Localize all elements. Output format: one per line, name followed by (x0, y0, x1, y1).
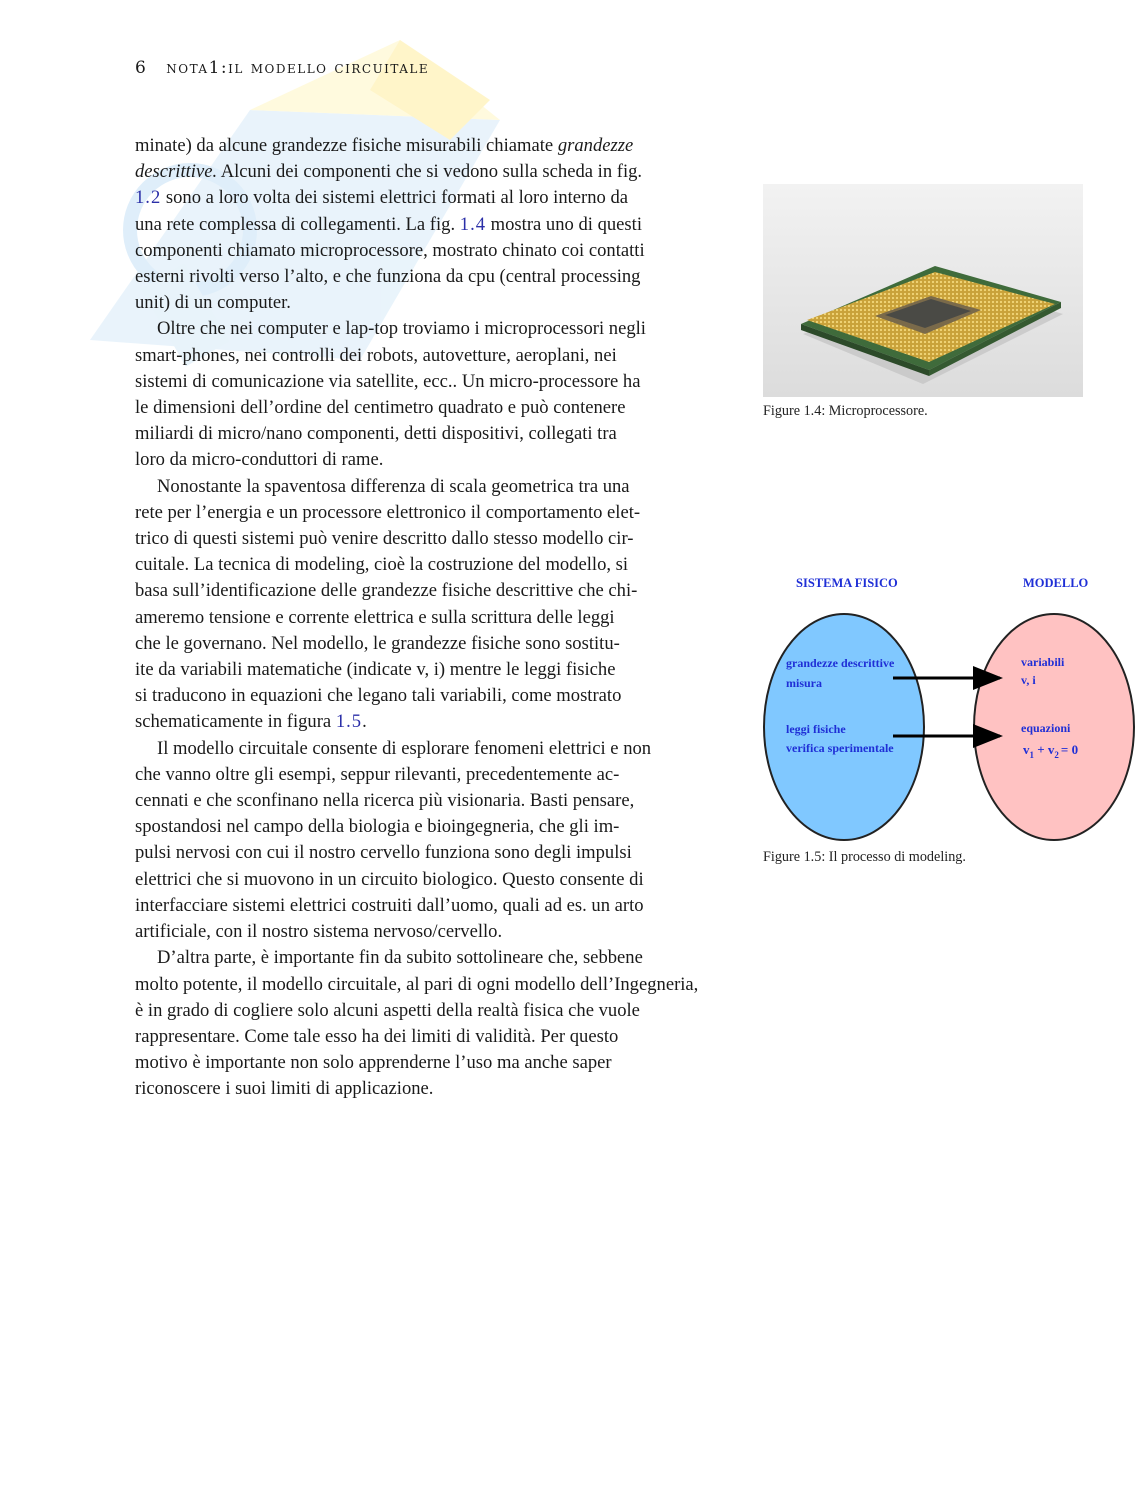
text-line: trico di questi sistemi può venire descritto dallo stesso modello cir- (135, 528, 634, 550)
text-line (135, 159, 765, 185)
text-line: cennati e che sconfinano nella ricerca più visionaria. Basti pensare, (135, 790, 635, 812)
right-item-variables: variabili (1021, 655, 1065, 669)
text-line (135, 133, 765, 159)
chapter-title: nota1:il modello circuitale (166, 58, 430, 78)
right-title: MODELLO (1023, 576, 1089, 590)
text-line: rappresentare. Come tale esso ha dei limiti di validità. Per questo (135, 1025, 619, 1047)
left-title: SISTEMA FISICO (796, 576, 898, 590)
text-line (135, 185, 765, 211)
text-line: artificiale, con il nostro sistema nervoso/cervello. (135, 921, 503, 943)
text-line: elettrici che si muovono in un circuito biologico. Questo consente di (135, 868, 644, 890)
text-run: Alcuni dei componenti che si vedono sulla scheda in fig. (217, 161, 643, 183)
right-item-equations: equazioni (1021, 721, 1071, 735)
text-line: ite da variabili matematiche (indicate v, i) mentre le leggi fisiche (135, 659, 616, 681)
figure-caption: Figure 1.5: Il processo di modeling. (763, 849, 966, 865)
right-item-vi: v, i (1021, 673, 1036, 687)
text-line: loro da micro-conduttori di rame. (135, 449, 384, 471)
text-run: schematicamente in figura (135, 711, 336, 733)
left-item-quantities: grandezze descrittive (786, 656, 895, 670)
text-line: cuitale. La tecnica di modeling, cioè la costruzione del modello, si (135, 554, 629, 576)
text-line (135, 709, 765, 735)
text-line: sistemi di comunicazione via satellite, ecc.. Un micro-processore ha (135, 370, 641, 392)
text-line: smart-phones, nei controlli dei robots, autovetture, aeroplani, nei (135, 344, 617, 366)
text-line: riconoscere i suoi limiti di applicazione. (135, 1078, 434, 1100)
text-line: pulsi nervosi con cui il nostro cervello funziona sono degli impulsi (135, 842, 632, 864)
page-number: 6 (135, 58, 147, 78)
text-line: componenti chiamato microprocessore, mostrato chinato coi contatti (135, 239, 645, 261)
text-line: ameremo tensione e corrente elettrica e sulla scrittura delle leggi (135, 606, 615, 628)
running-head (135, 58, 429, 78)
emphasis-term: grandezze (557, 135, 634, 156)
text-line: spostandosi nel campo della biologia e bioingegneria, che gli im- (135, 816, 620, 838)
text-line: D’altra parte, è importante fin da subito sottolineare che, sebbene (157, 947, 643, 969)
text-line: unit) di un computer. (135, 292, 291, 314)
text-line: molto potente, il modello circuitale, al pari di ogni modello dell’Ingegneria, (135, 973, 699, 995)
text-line (135, 212, 765, 238)
left-item-measure: misura (786, 676, 822, 690)
figure-caption: Figure 1.4: Microprocessore. (763, 403, 928, 419)
text-run: sono a loro volta dei sistemi elettrici formati al loro interno da (161, 187, 629, 209)
text-line: che le governano. Nel modello, le grandezze fisiche sono sostitu- (135, 632, 620, 654)
text-line: basa sull’identificazione delle grandezze fisiche descrittive che chi- (135, 580, 638, 602)
figure-ref-link[interactable]: 1.4 (459, 213, 487, 235)
text-run: minate) da alcune grandezze fisiche misurabili chiamate (135, 135, 558, 156)
figure-ref-link[interactable]: 1.2 (135, 187, 162, 209)
text-line: Nonostante la spaventosa differenza di scala geometrica tra una (157, 475, 630, 497)
text-line: si traducono in equazioni che legano tali variabili, come mostrato (135, 685, 622, 707)
right-item-kvl-equation: $v_1 + v_2 = 0$ (1023, 742, 1079, 760)
text-line: Il modello circuitale consente di esplorare fenomeni elettrici e non (157, 737, 652, 759)
text-line: le dimensioni dell’ordine del centimetro quadrato e può contenere (135, 397, 626, 419)
text-run: mostra uno di questi (486, 213, 642, 235)
microprocessor-photo (763, 184, 1083, 397)
text-run: . (362, 711, 367, 733)
emphasis-term: descrittive. (135, 161, 218, 183)
text-line: interfacciare sistemi elettrici costruiti dall’uomo, quali ad es. un arto (135, 894, 644, 916)
text-line: Oltre che nei computer e lap-top troviamo i microprocessori negli (157, 318, 646, 340)
text-line: rete per l’energia e un processore elettronico il comportamento elet- (135, 501, 641, 523)
modeling-diagram (762, 568, 1138, 846)
text-line: è in grado di cogliere solo alcuni aspetti della realtà fisica che vuole (135, 999, 640, 1021)
text-line: che vanno oltre gli esempi, seppur rilevanti, precedentemente ac- (135, 763, 620, 785)
text-line: miliardi di micro/nano componenti, detti dispositivi, collegati tra (135, 423, 617, 445)
text-run: una rete complessa di collegamenti. La fig. (135, 213, 460, 235)
left-item-verification: verifica sperimentale (786, 741, 894, 755)
text-line: esterni rivolti verso l’alto, e che funziona da cpu (central processing (135, 266, 641, 288)
main-text (135, 133, 765, 1103)
text-line: motivo è importante non solo apprenderne l’uso ma anche saper (135, 1052, 612, 1074)
figure-ref-link[interactable]: 1.5 (335, 711, 363, 733)
left-item-laws: leggi fisiche (786, 722, 846, 736)
